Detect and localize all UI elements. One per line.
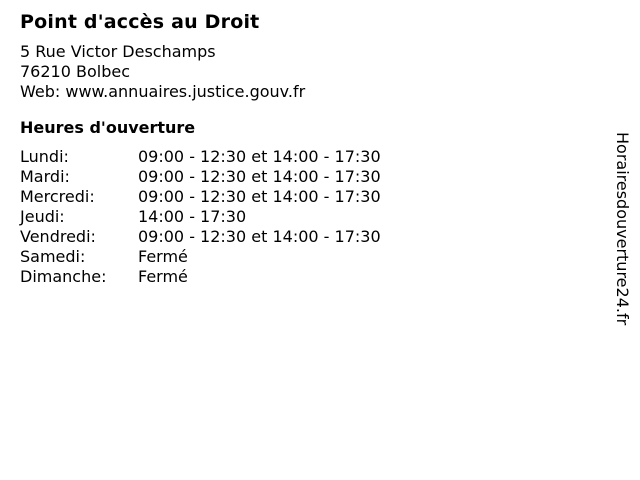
time-value: Fermé: [138, 267, 188, 286]
city-postcode: 76210 Bolbec: [20, 62, 130, 81]
address-block: [20, 42, 600, 102]
street-address: 5 Rue Victor Deschamps: [20, 42, 216, 61]
website-line[interactable]: Web: www.annuaires.justice.gouv.fr: [20, 82, 306, 101]
day-label: Mercredi:: [20, 187, 95, 206]
day-label: Dimanche:: [20, 267, 107, 286]
day-label: Mardi:: [20, 167, 70, 186]
site-brand-vertical: Horairesdouverture24.fr: [613, 132, 632, 326]
hours-row-tuesday: [20, 167, 381, 187]
hours-row-thursday: [20, 207, 381, 227]
hours-row-sunday: [20, 267, 381, 287]
hours-row-wednesday: [20, 187, 381, 207]
time-value: 09:00 - 12:30 et 14:00 - 17:30: [138, 147, 381, 166]
time-value: 09:00 - 12:30 et 14:00 - 17:30: [138, 167, 381, 186]
time-value: 09:00 - 12:30 et 14:00 - 17:30: [138, 187, 381, 206]
time-value: 14:00 - 17:30: [138, 207, 247, 226]
place-title: Point d'accès au Droit: [20, 11, 260, 33]
hours-row-saturday: [20, 247, 381, 267]
hours-heading: Heures d'ouverture: [20, 118, 196, 137]
hours-row-friday: [20, 227, 381, 247]
time-value: 09:00 - 12:30 et 14:00 - 17:30: [138, 227, 381, 246]
time-value: Fermé: [138, 247, 188, 266]
opening-hours-card: [20, 8, 600, 287]
day-label: Samedi:: [20, 247, 86, 266]
hours-table: [20, 147, 381, 287]
day-label: Lundi:: [20, 147, 69, 166]
day-label: Jeudi:: [20, 207, 65, 226]
hours-row-monday: [20, 147, 381, 167]
day-label: Vendredi:: [20, 227, 96, 246]
